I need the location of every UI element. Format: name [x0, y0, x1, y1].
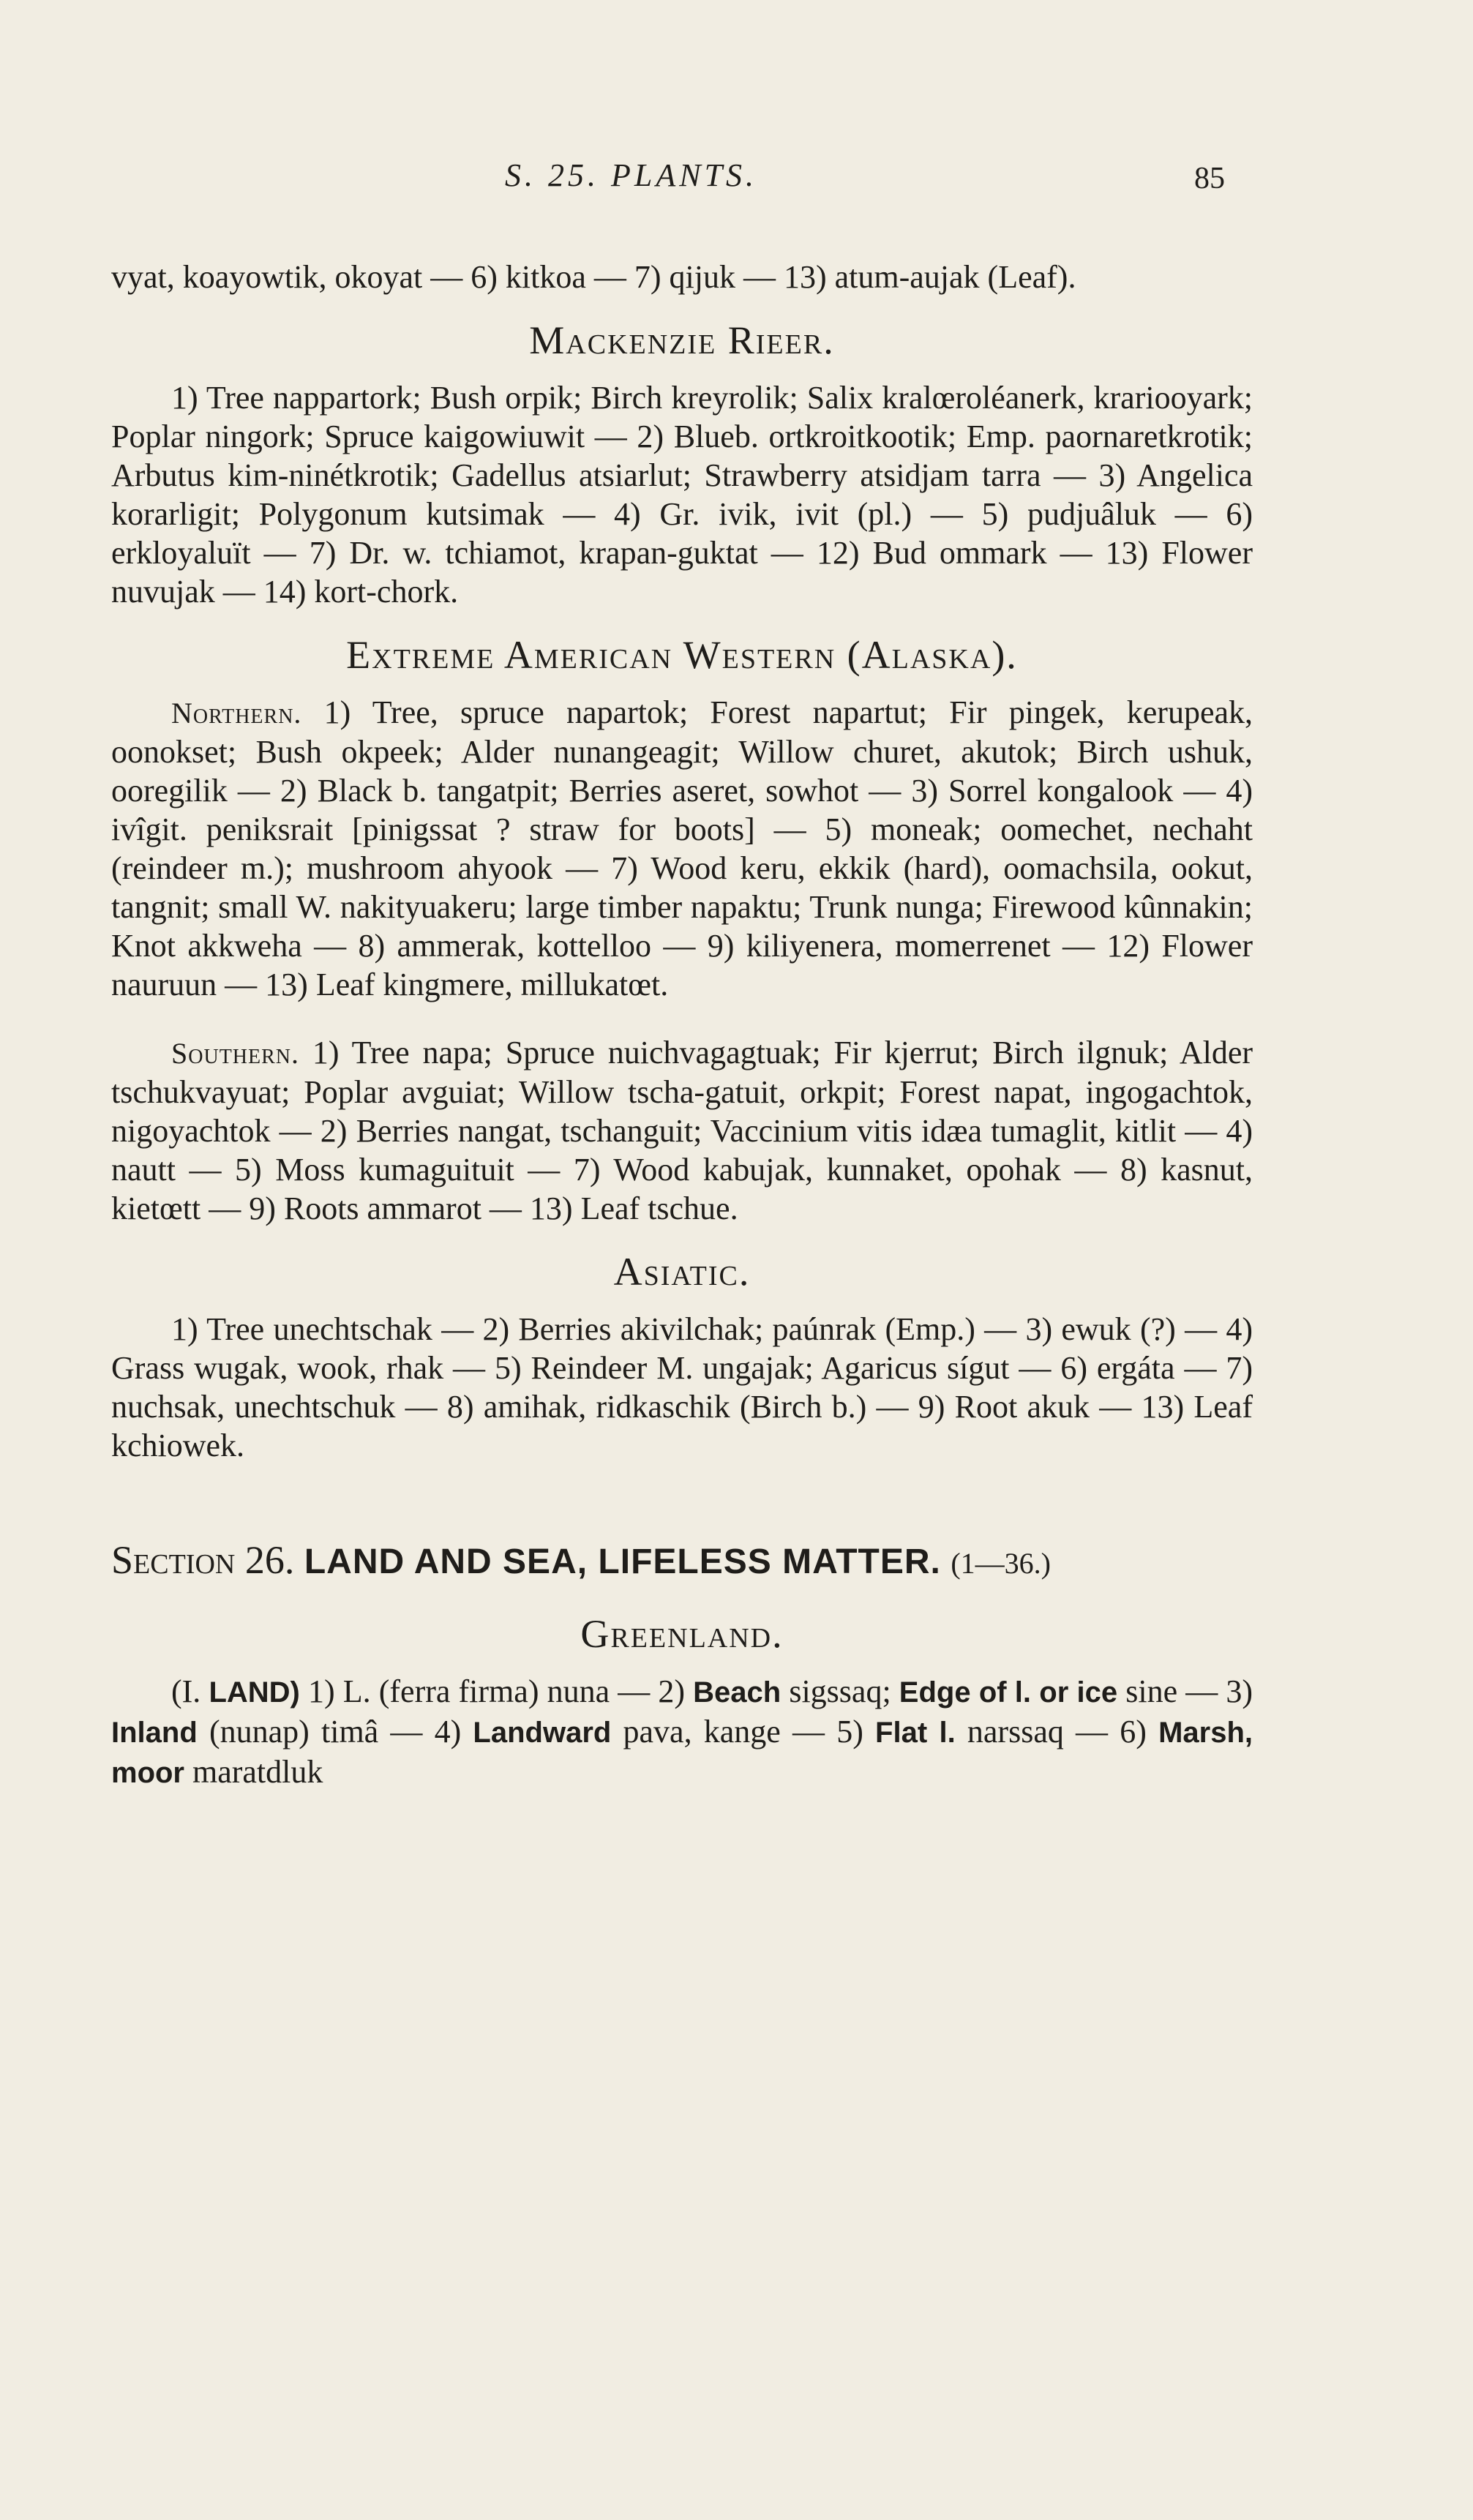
intro-paragraph: vyat, koayowtik, okoyat — 6) kitkoa — 7) qijuk — 13) atum-aujak (Leaf). — [111, 259, 1076, 295]
running-title: S. 25. PLANTS. — [505, 157, 758, 193]
page-number: 85 — [1194, 162, 1225, 195]
northern-label: Northern. — [171, 697, 302, 730]
greenland-heading: Greenland. — [580, 1612, 784, 1656]
greenland-text-6: pava, kange — 5) — [611, 1714, 876, 1750]
greenland-text-3: sigssaq; — [781, 1673, 899, 1709]
greenland-text-4: sine — 3) — [1117, 1673, 1253, 1709]
page-header — [0, 157, 1473, 208]
section-26-range: (1—36.) — [951, 1547, 1051, 1580]
section-26-label: Section 26. — [111, 1538, 295, 1582]
northern-text: 1) Tree, spruce napartok; Forest napartut; Fir pingek, kerupeak, oonokset; Bush okpeek; Alder nunangeagit; Willow churet, akutok; Birch ushuk, ooregilik — 2) Black b. tangatpit; Berries aseret, sowhot — 3) Sorrel kongalook — 4) ivîgit. peniksrait [pinigssat ? straw for boots] — 5) moneak; oomechet, nechaht (reindeer m.); mushroom ahyook — 7) Wood keru, ekkik (hard), oomachsila, ookut, tangnit; small W. nakityuakeru; large timber napaktu; Trunk nunga; Firewood kûnnakin; Knot akkweha — 8) ammerak, kottelloo — 9) kiliyenera, momerrenet — 12) Flower nauruun — 13) Leaf kingmere, millukatœt. — [111, 694, 1253, 1002]
beach-label: Beach — [693, 1676, 782, 1709]
greenland-text-2: 1) L. (ferra firma) nuna — 2) — [299, 1673, 694, 1709]
greenland-text-1: (I. — [171, 1673, 209, 1709]
flat-label: Flat l. — [875, 1717, 956, 1749]
page-body — [111, 258, 1253, 1793]
southern-label: Southern. — [171, 1037, 300, 1070]
marsh-label: Marsh, moor — [111, 1717, 1253, 1789]
section-26-title: LAND AND SEA, LIFELESS MATTER. — [304, 1542, 941, 1581]
greenland-text-5: (nunap) timâ — 4) — [197, 1714, 473, 1750]
greenland-paragraph — [111, 1672, 1253, 1793]
landward-label: Landward — [473, 1717, 612, 1749]
inland-label: Inland — [111, 1717, 198, 1749]
edge-label: Edge of l. or ice — [899, 1676, 1118, 1709]
section-26-heading — [111, 1538, 1253, 1586]
mackenzie-heading: Mackenzie Rieer. — [529, 318, 835, 362]
mackenzie-paragraph: 1) Tree nappartork; Bush orpik; Birch kreyrolik; Salix kralœroléanerk, krariooyark; Poplar ningork; Spruce kaigowiuwit — 2) Blueb. ortkroitkootik; Emp. paornaretkrotik; Arbutus kim-ninétkrotik; Gadellus atsiarlut; Strawberry atsidjam tarra — 3) Angelica korarligit; Polygonum kutsimak — 4) Gr. ivik, ivit (pl.) — 5) pudjuâluk — 6) erkloyaluït — 7) Dr. w. tchiamot, krapan-guktat — 12) Bud ommark — 13) Flower nuvujak — 14) kort-chork. — [111, 380, 1253, 610]
greenland-text-7: narssaq — 6) — [955, 1714, 1159, 1750]
alaska-heading: Extreme American Western (Alaska). — [346, 633, 1018, 677]
land-label: LAND) — [209, 1676, 300, 1709]
asiatic-heading: Asiatic. — [613, 1250, 751, 1294]
greenland-text-8: maratdluk — [184, 1754, 323, 1790]
alaska-northern-paragraph — [111, 693, 1253, 1004]
paragraph-spacer — [111, 1004, 1253, 1033]
alaska-southern-paragraph — [111, 1033, 1253, 1228]
asiatic-paragraph: 1) Tree unechtschak — 2) Berries akivilchak; paúnrak (Emp.) — 3) ewuk (?) — 4) Grass wugak, wook, rhak — 5) Reindeer M. ungajak; Agaricus sígut — 6) ergáta — 7) nuchsak, unechtschuk — 8) amihak, ridkaschik (Birch b.) — 9) Root akuk — 13) Leaf kchiowek. — [111, 1311, 1253, 1463]
southern-text: 1) Tree napa; Spruce nuichvagagtuak; Fir kjerrut; Birch ilgnuk; Alder tschukvayuat; Poplar avguiat; Willow tscha-gatuit, orkpit; Forest napat, ingogachtok, nigoyachtok — 2) Berries nangat, tschanguit; Vaccinium vitis idæa tumaglit, kitlit — 4) nautt — 5) Moss kumaguituit — 7) Wood kabujak, kunnaket, opohak — 8) kasnut, kietœtt — 9) Roots ammarot — 13) Leaf tschue. — [111, 1035, 1253, 1226]
